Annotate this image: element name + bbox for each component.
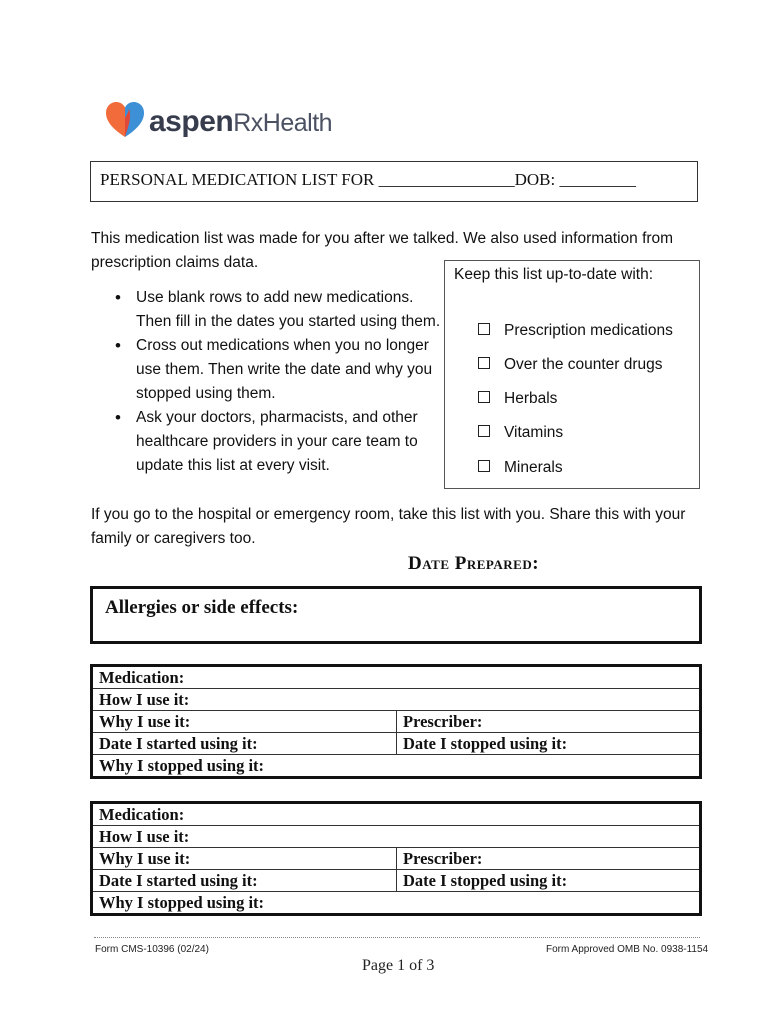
checkbox-label: Herbals bbox=[504, 390, 558, 407]
checkbox-label: Minerals bbox=[504, 459, 563, 476]
date-prepared-label: Date Prepared: bbox=[408, 553, 540, 574]
omb-number: Form Approved OMB No. 0938-1154 bbox=[546, 944, 709, 955]
date-started-field[interactable]: Date I started using it: bbox=[92, 870, 397, 892]
checkbox-prescription-medications[interactable] bbox=[478, 321, 673, 341]
logo-wordmark-strong: aspen bbox=[149, 105, 234, 138]
prescriber-field[interactable]: Prescriber: bbox=[397, 711, 701, 733]
medication-field[interactable]: Medication: bbox=[92, 803, 701, 826]
bullet-item: • Ask your doctors, pharmacists, and other healthcare providers in your care team to update this list at every visit. bbox=[91, 406, 441, 478]
footer-divider bbox=[94, 937, 700, 938]
checkbox-vitamins[interactable] bbox=[478, 423, 563, 443]
checkbox-square[interactable] bbox=[478, 460, 490, 472]
checkbox-square[interactable] bbox=[478, 323, 490, 335]
why-stopped-field[interactable]: Why I stopped using it: bbox=[92, 755, 701, 778]
date-started-field[interactable]: Date I started using it: bbox=[92, 733, 397, 755]
checkbox-herbals[interactable] bbox=[478, 389, 557, 409]
checkbox-otc-drugs[interactable] bbox=[478, 355, 663, 375]
why-i-use-it-field[interactable]: Why I use it: bbox=[92, 848, 397, 870]
checkbox-square[interactable] bbox=[478, 357, 490, 369]
keep-list-heading: Keep this list up-to-date with: bbox=[454, 266, 654, 283]
checkbox-square[interactable] bbox=[478, 391, 490, 403]
personal-medication-list-title bbox=[90, 161, 698, 202]
medication-field[interactable]: Medication: bbox=[92, 666, 701, 689]
page-number: Page 1 of 3 bbox=[362, 957, 435, 974]
intro-paragraph: This medication list was made for you after we talked. We also used information from prescription claims data. bbox=[91, 230, 674, 271]
how-i-use-it-field[interactable]: How I use it: bbox=[92, 689, 701, 711]
instruction-bullets bbox=[91, 286, 441, 478]
bullet-item: • Use blank rows to add new medications. Then fill in the dates you started using them. bbox=[91, 286, 441, 334]
title-text: PERSONAL MEDICATION LIST FOR ________________DOB: _________ bbox=[100, 170, 636, 189]
bullet-item: • Cross out medications when you no longer use them. Then write the date and why you stopped using them. bbox=[91, 334, 441, 406]
allergies-box[interactable] bbox=[90, 586, 702, 644]
how-i-use-it-field[interactable]: How I use it: bbox=[92, 826, 701, 848]
date-stopped-field[interactable]: Date I stopped using it: bbox=[397, 870, 701, 892]
medication-entry-table bbox=[90, 801, 702, 916]
checkbox-label: Over the counter drugs bbox=[504, 356, 663, 373]
checkbox-square[interactable] bbox=[478, 425, 490, 437]
checkbox-label: Vitamins bbox=[504, 424, 564, 441]
why-stopped-field[interactable]: Why I stopped using it: bbox=[92, 892, 701, 915]
date-stopped-field[interactable]: Date I stopped using it: bbox=[397, 733, 701, 755]
logo-wordmark-light: RxHealth bbox=[233, 109, 333, 137]
checkbox-minerals[interactable] bbox=[478, 458, 563, 478]
allergies-label: Allergies or side effects: bbox=[105, 597, 299, 618]
checkbox-label: Prescription medications bbox=[504, 322, 673, 339]
heart-logo-icon bbox=[105, 100, 145, 140]
hospital-note: If you go to the hospital or emergency room, take this list with you. Share this with your family or caregivers too. bbox=[91, 506, 686, 547]
medication-entry-table bbox=[90, 664, 702, 779]
form-id: Form CMS-10396 (02/24) bbox=[95, 944, 209, 955]
why-i-use-it-field[interactable]: Why I use it: bbox=[92, 711, 397, 733]
keep-up-to-date-box bbox=[444, 260, 700, 489]
prescriber-field[interactable]: Prescriber: bbox=[397, 848, 701, 870]
